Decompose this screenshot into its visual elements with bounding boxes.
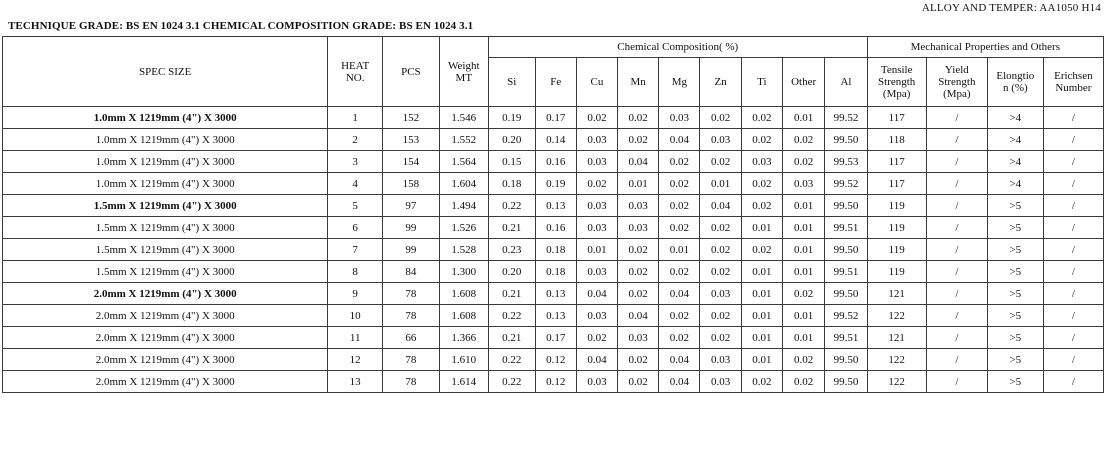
cell-other: 0.02 bbox=[782, 371, 824, 393]
cell-ti: 0.03 bbox=[741, 151, 782, 173]
cell-al: 99.52 bbox=[825, 107, 867, 129]
cell-mg: 0.03 bbox=[659, 107, 700, 129]
cell-tensile: 122 bbox=[867, 371, 926, 393]
table-row bbox=[3, 151, 1104, 173]
cell-mg: 0.02 bbox=[659, 217, 700, 239]
cell-spec: 1.5mm X 1219mm (4") X 3000 bbox=[3, 261, 328, 283]
cell-elong: >5 bbox=[987, 305, 1043, 327]
cell-ti: 0.02 bbox=[741, 107, 782, 129]
cell-ti: 0.01 bbox=[741, 261, 782, 283]
cell-zn: 0.03 bbox=[700, 283, 741, 305]
cell-fe: 0.16 bbox=[535, 151, 576, 173]
table-row bbox=[3, 327, 1104, 349]
header-weight-line2: MT bbox=[455, 71, 473, 84]
cell-erichsen: / bbox=[1043, 261, 1103, 283]
cell-heat: 6 bbox=[328, 217, 383, 239]
cell-zn: 0.01 bbox=[700, 173, 741, 195]
cell-pcs: 97 bbox=[382, 195, 439, 217]
cell-pcs: 78 bbox=[382, 283, 439, 305]
cell-ti: 0.01 bbox=[741, 217, 782, 239]
cell-heat: 8 bbox=[328, 261, 383, 283]
technique-grade-line: TECHNIQUE GRADE: BS EN 1024 3.1 CHEMICAL COMPOSITION GRADE: BS EN 1024 3.1 bbox=[8, 20, 474, 32]
cell-tensile: 117 bbox=[867, 173, 926, 195]
cell-heat: 10 bbox=[328, 305, 383, 327]
cell-weight: 1.552 bbox=[439, 129, 488, 151]
cell-elong: >5 bbox=[987, 217, 1043, 239]
cell-cu: 0.02 bbox=[576, 327, 617, 349]
cell-pcs: 153 bbox=[382, 129, 439, 151]
cell-weight: 1.366 bbox=[439, 327, 488, 349]
cell-mg: 0.04 bbox=[659, 371, 700, 393]
cell-zn: 0.02 bbox=[700, 305, 741, 327]
cell-al: 99.52 bbox=[825, 173, 867, 195]
cell-other: 0.02 bbox=[782, 129, 824, 151]
cell-spec: 1.5mm X 1219mm (4") X 3000 bbox=[3, 195, 328, 217]
cell-yield: / bbox=[926, 129, 987, 151]
cell-fe: 0.14 bbox=[535, 129, 576, 151]
cell-spec: 1.5mm X 1219mm (4") X 3000 bbox=[3, 217, 328, 239]
cell-tensile: 117 bbox=[867, 107, 926, 129]
cell-elong: >4 bbox=[987, 151, 1043, 173]
header-yield-line2: Strength bbox=[938, 76, 976, 88]
cell-heat: 11 bbox=[328, 327, 383, 349]
cell-al: 99.53 bbox=[825, 151, 867, 173]
cell-tensile: 121 bbox=[867, 327, 926, 349]
cell-cu: 0.04 bbox=[576, 349, 617, 371]
cell-ti: 0.01 bbox=[741, 283, 782, 305]
cell-fe: 0.16 bbox=[535, 217, 576, 239]
cell-si: 0.18 bbox=[488, 173, 535, 195]
cell-al: 99.50 bbox=[825, 129, 867, 151]
cell-yield: / bbox=[926, 107, 987, 129]
cell-si: 0.22 bbox=[488, 349, 535, 371]
cell-weight: 1.608 bbox=[439, 283, 488, 305]
cell-ti: 0.02 bbox=[741, 195, 782, 217]
cell-zn: 0.02 bbox=[700, 261, 741, 283]
header-si: Si bbox=[488, 58, 535, 107]
header-erichsen bbox=[1043, 58, 1103, 107]
cell-pcs: 99 bbox=[382, 217, 439, 239]
cell-tensile: 119 bbox=[867, 261, 926, 283]
cell-spec: 1.0mm X 1219mm (4") X 3000 bbox=[3, 107, 328, 129]
cell-weight: 1.610 bbox=[439, 349, 488, 371]
cell-mn: 0.02 bbox=[618, 283, 659, 305]
cell-yield: / bbox=[926, 261, 987, 283]
cell-si: 0.22 bbox=[488, 305, 535, 327]
cell-cu: 0.03 bbox=[576, 129, 617, 151]
cell-al: 99.51 bbox=[825, 327, 867, 349]
header-heat-no bbox=[328, 37, 383, 107]
cell-other: 0.01 bbox=[782, 305, 824, 327]
cell-zn: 0.02 bbox=[700, 217, 741, 239]
header-heat-line1: HEAT bbox=[341, 59, 370, 72]
cell-zn: 0.02 bbox=[700, 239, 741, 261]
header-chemical-composition: Chemical Composition( %) bbox=[488, 37, 867, 58]
cell-mg: 0.02 bbox=[659, 151, 700, 173]
cell-zn: 0.03 bbox=[700, 129, 741, 151]
cell-si: 0.21 bbox=[488, 283, 535, 305]
cell-si: 0.19 bbox=[488, 107, 535, 129]
header-pcs: PCS bbox=[382, 37, 439, 107]
header-ti: Ti bbox=[741, 58, 782, 107]
cell-heat: 2 bbox=[328, 129, 383, 151]
cell-al: 99.51 bbox=[825, 217, 867, 239]
header-mg: Mg bbox=[659, 58, 700, 107]
cell-mg: 0.04 bbox=[659, 129, 700, 151]
table-body bbox=[3, 107, 1104, 393]
cell-al: 99.50 bbox=[825, 371, 867, 393]
cell-si: 0.20 bbox=[488, 129, 535, 151]
cell-erichsen: / bbox=[1043, 305, 1103, 327]
cell-cu: 0.01 bbox=[576, 239, 617, 261]
cell-ti: 0.01 bbox=[741, 305, 782, 327]
header-mechanical-properties: Mechanical Properties and Others bbox=[867, 37, 1103, 58]
cell-mn: 0.02 bbox=[618, 129, 659, 151]
cell-fe: 0.12 bbox=[535, 371, 576, 393]
table-row bbox=[3, 239, 1104, 261]
cell-ti: 0.02 bbox=[741, 129, 782, 151]
cell-heat: 7 bbox=[328, 239, 383, 261]
cell-yield: / bbox=[926, 217, 987, 239]
cell-erichsen: / bbox=[1043, 217, 1103, 239]
cell-spec: 2.0mm X 1219mm (4") X 3000 bbox=[3, 327, 328, 349]
cell-yield: / bbox=[926, 371, 987, 393]
table-row bbox=[3, 217, 1104, 239]
header-weight-line1: Weight bbox=[448, 59, 480, 72]
cell-yield: / bbox=[926, 239, 987, 261]
cell-cu: 0.03 bbox=[576, 305, 617, 327]
cell-elong: >5 bbox=[987, 195, 1043, 217]
table-row bbox=[3, 107, 1104, 129]
header-yield-line1: Yield bbox=[944, 64, 969, 76]
cell-weight: 1.564 bbox=[439, 151, 488, 173]
cell-weight: 1.528 bbox=[439, 239, 488, 261]
cell-weight: 1.546 bbox=[439, 107, 488, 129]
cell-elong: >5 bbox=[987, 371, 1043, 393]
cell-mg: 0.04 bbox=[659, 283, 700, 305]
cell-mg: 0.02 bbox=[659, 261, 700, 283]
cell-other: 0.01 bbox=[782, 217, 824, 239]
cell-mg: 0.02 bbox=[659, 195, 700, 217]
cell-pcs: 84 bbox=[382, 261, 439, 283]
table-row bbox=[3, 129, 1104, 151]
header-weight bbox=[439, 37, 488, 107]
cell-other: 0.01 bbox=[782, 107, 824, 129]
table-row bbox=[3, 173, 1104, 195]
cell-spec: 1.5mm X 1219mm (4") X 3000 bbox=[3, 239, 328, 261]
cell-fe: 0.18 bbox=[535, 261, 576, 283]
cell-tensile: 117 bbox=[867, 151, 926, 173]
cell-other: 0.01 bbox=[782, 195, 824, 217]
cell-al: 99.50 bbox=[825, 349, 867, 371]
cell-heat: 9 bbox=[328, 283, 383, 305]
cell-mn: 0.02 bbox=[618, 371, 659, 393]
cell-cu: 0.03 bbox=[576, 195, 617, 217]
cell-mn: 0.01 bbox=[618, 173, 659, 195]
cell-spec: 1.0mm X 1219mm (4") X 3000 bbox=[3, 173, 328, 195]
cell-tensile: 119 bbox=[867, 239, 926, 261]
cell-cu: 0.02 bbox=[576, 173, 617, 195]
cell-erichsen: / bbox=[1043, 327, 1103, 349]
cell-yield: / bbox=[926, 195, 987, 217]
cell-zn: 0.03 bbox=[700, 371, 741, 393]
cell-erichsen: / bbox=[1043, 107, 1103, 129]
header-cu: Cu bbox=[576, 58, 617, 107]
cell-mn: 0.02 bbox=[618, 239, 659, 261]
cell-weight: 1.526 bbox=[439, 217, 488, 239]
cell-pcs: 154 bbox=[382, 151, 439, 173]
cell-tensile: 122 bbox=[867, 305, 926, 327]
cell-spec: 2.0mm X 1219mm (4") X 3000 bbox=[3, 371, 328, 393]
cell-fe: 0.19 bbox=[535, 173, 576, 195]
cell-other: 0.02 bbox=[782, 151, 824, 173]
cell-tensile: 121 bbox=[867, 283, 926, 305]
cell-weight: 1.300 bbox=[439, 261, 488, 283]
cell-tensile: 119 bbox=[867, 195, 926, 217]
header-elongation-line2: n (%) bbox=[1002, 82, 1028, 94]
cell-al: 99.50 bbox=[825, 195, 867, 217]
cell-zn: 0.02 bbox=[700, 327, 741, 349]
cell-weight: 1.608 bbox=[439, 305, 488, 327]
cell-weight: 1.494 bbox=[439, 195, 488, 217]
cell-erichsen: / bbox=[1043, 371, 1103, 393]
cell-al: 99.50 bbox=[825, 239, 867, 261]
cell-fe: 0.17 bbox=[535, 327, 576, 349]
cell-spec: 2.0mm X 1219mm (4") X 3000 bbox=[3, 283, 328, 305]
cell-fe: 0.18 bbox=[535, 239, 576, 261]
cell-yield: / bbox=[926, 151, 987, 173]
cell-heat: 1 bbox=[328, 107, 383, 129]
cell-weight: 1.614 bbox=[439, 371, 488, 393]
header-tensile-line1: Tensile bbox=[880, 64, 913, 76]
cell-tensile: 122 bbox=[867, 349, 926, 371]
cell-other: 0.01 bbox=[782, 239, 824, 261]
cell-si: 0.15 bbox=[488, 151, 535, 173]
header-spec-size: SPEC SIZE bbox=[3, 37, 328, 107]
cell-mg: 0.02 bbox=[659, 173, 700, 195]
cell-mn: 0.02 bbox=[618, 349, 659, 371]
cell-heat: 5 bbox=[328, 195, 383, 217]
cell-mn: 0.04 bbox=[618, 305, 659, 327]
header-erichsen-line1: Erichsen bbox=[1054, 70, 1093, 82]
cell-pcs: 99 bbox=[382, 239, 439, 261]
cell-yield: / bbox=[926, 305, 987, 327]
cell-heat: 3 bbox=[328, 151, 383, 173]
cell-si: 0.21 bbox=[488, 327, 535, 349]
cell-yield: / bbox=[926, 327, 987, 349]
cell-elong: >5 bbox=[987, 349, 1043, 371]
cell-other: 0.02 bbox=[782, 349, 824, 371]
cell-si: 0.20 bbox=[488, 261, 535, 283]
header-elongation-line1: Elongtio bbox=[996, 70, 1035, 82]
cell-fe: 0.13 bbox=[535, 195, 576, 217]
table-row bbox=[3, 349, 1104, 371]
cell-al: 99.51 bbox=[825, 261, 867, 283]
cell-elong: >4 bbox=[987, 107, 1043, 129]
header-yield bbox=[926, 58, 987, 107]
cell-fe: 0.17 bbox=[535, 107, 576, 129]
cell-erichsen: / bbox=[1043, 349, 1103, 371]
cell-weight: 1.604 bbox=[439, 173, 488, 195]
cell-pcs: 152 bbox=[382, 107, 439, 129]
cell-fe: 0.13 bbox=[535, 305, 576, 327]
cell-other: 0.02 bbox=[782, 283, 824, 305]
cell-si: 0.21 bbox=[488, 217, 535, 239]
cell-ti: 0.02 bbox=[741, 239, 782, 261]
cell-ti: 0.02 bbox=[741, 371, 782, 393]
header-heat-line2: NO. bbox=[345, 71, 365, 84]
header-other: Other bbox=[782, 58, 824, 107]
cell-cu: 0.03 bbox=[576, 261, 617, 283]
cell-yield: / bbox=[926, 173, 987, 195]
header-al: Al bbox=[825, 58, 867, 107]
header-tensile-line2: Strength bbox=[878, 76, 916, 88]
alloy-temper-label: ALLOY AND TEMPER: AA1050 H14 bbox=[921, 2, 1101, 14]
cell-other: 0.01 bbox=[782, 327, 824, 349]
cell-al: 99.52 bbox=[825, 305, 867, 327]
cell-mn: 0.04 bbox=[618, 151, 659, 173]
cell-elong: >5 bbox=[987, 261, 1043, 283]
cell-zn: 0.04 bbox=[700, 195, 741, 217]
cell-spec: 1.0mm X 1219mm (4") X 3000 bbox=[3, 129, 328, 151]
cell-zn: 0.03 bbox=[700, 349, 741, 371]
cell-cu: 0.03 bbox=[576, 151, 617, 173]
composition-table bbox=[2, 36, 1104, 393]
table-row bbox=[3, 195, 1104, 217]
cell-heat: 12 bbox=[328, 349, 383, 371]
cell-si: 0.22 bbox=[488, 371, 535, 393]
cell-pcs: 158 bbox=[382, 173, 439, 195]
cell-mg: 0.02 bbox=[659, 305, 700, 327]
header-tensile-line3: (Mpa) bbox=[882, 88, 911, 100]
cell-ti: 0.02 bbox=[741, 173, 782, 195]
cell-ti: 0.01 bbox=[741, 327, 782, 349]
cell-zn: 0.02 bbox=[700, 151, 741, 173]
cell-pcs: 66 bbox=[382, 327, 439, 349]
cell-spec: 1.0mm X 1219mm (4") X 3000 bbox=[3, 151, 328, 173]
cell-cu: 0.03 bbox=[576, 217, 617, 239]
header-zn: Zn bbox=[700, 58, 741, 107]
cell-mn: 0.03 bbox=[618, 327, 659, 349]
header-yield-line3: (Mpa) bbox=[943, 88, 971, 100]
cell-mn: 0.02 bbox=[618, 107, 659, 129]
cell-mn: 0.03 bbox=[618, 217, 659, 239]
cell-other: 0.03 bbox=[782, 173, 824, 195]
cell-mn: 0.03 bbox=[618, 195, 659, 217]
cell-erichsen: / bbox=[1043, 173, 1103, 195]
cell-mg: 0.01 bbox=[659, 239, 700, 261]
cell-spec: 2.0mm X 1219mm (4") X 3000 bbox=[3, 349, 328, 371]
cell-erichsen: / bbox=[1043, 151, 1103, 173]
cell-si: 0.22 bbox=[488, 195, 535, 217]
cell-elong: >4 bbox=[987, 173, 1043, 195]
cell-elong: >5 bbox=[987, 283, 1043, 305]
cell-elong: >5 bbox=[987, 327, 1043, 349]
header-mn: Mn bbox=[618, 58, 659, 107]
cell-elong: >5 bbox=[987, 239, 1043, 261]
cell-fe: 0.13 bbox=[535, 283, 576, 305]
cell-spec: 2.0mm X 1219mm (4") X 3000 bbox=[3, 305, 328, 327]
cell-zn: 0.02 bbox=[700, 107, 741, 129]
header-erichsen-line2: Number bbox=[1055, 82, 1092, 94]
cell-mg: 0.04 bbox=[659, 349, 700, 371]
cell-pcs: 78 bbox=[382, 371, 439, 393]
cell-fe: 0.12 bbox=[535, 349, 576, 371]
cell-al: 99.50 bbox=[825, 283, 867, 305]
header-elongation bbox=[987, 58, 1043, 107]
cell-mn: 0.02 bbox=[618, 261, 659, 283]
cell-heat: 13 bbox=[328, 371, 383, 393]
header-tensile bbox=[867, 58, 926, 107]
cell-yield: / bbox=[926, 349, 987, 371]
table-row bbox=[3, 283, 1104, 305]
cell-cu: 0.04 bbox=[576, 283, 617, 305]
cell-elong: >4 bbox=[987, 129, 1043, 151]
cell-pcs: 78 bbox=[382, 349, 439, 371]
cell-yield: / bbox=[926, 283, 987, 305]
cell-erichsen: / bbox=[1043, 195, 1103, 217]
cell-heat: 4 bbox=[328, 173, 383, 195]
table-row bbox=[3, 305, 1104, 327]
table-row bbox=[3, 261, 1104, 283]
cell-erichsen: / bbox=[1043, 283, 1103, 305]
cell-tensile: 119 bbox=[867, 217, 926, 239]
cell-erichsen: / bbox=[1043, 129, 1103, 151]
cell-other: 0.01 bbox=[782, 261, 824, 283]
cell-mg: 0.02 bbox=[659, 327, 700, 349]
cell-cu: 0.03 bbox=[576, 371, 617, 393]
cell-tensile: 118 bbox=[867, 129, 926, 151]
cell-erichsen: / bbox=[1043, 239, 1103, 261]
cell-ti: 0.01 bbox=[741, 349, 782, 371]
cell-cu: 0.02 bbox=[576, 107, 617, 129]
table-row bbox=[3, 371, 1104, 393]
cell-si: 0.23 bbox=[488, 239, 535, 261]
cell-pcs: 78 bbox=[382, 305, 439, 327]
header-fe: Fe bbox=[535, 58, 576, 107]
